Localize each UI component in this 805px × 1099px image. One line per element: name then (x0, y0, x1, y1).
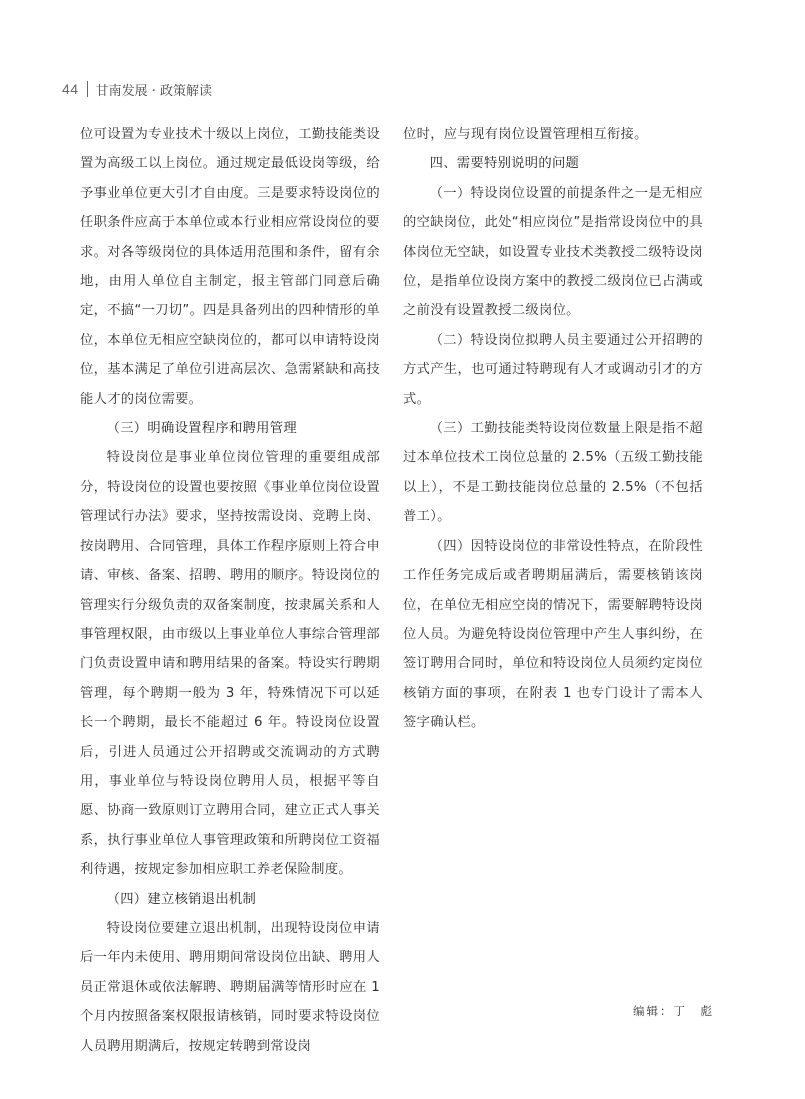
body-paragraph: 位可设置为专业技术十级以上岗位，工勤技能类设置为高级工以上岗位。通过规定最低设岗等级，给予事业单位更大引才自由度。三是要求特设岗位的任职条件应高于本单位或本行业相应常设岗位的要求。对各等级岗位的具体适用范围和条件，留有余地，由用人单位自主制定，报主管部门同意后确定，不搞“一刀切”。四是具备列出的四种情形的单位，本单位无相应空缺岗位的，都可以申请特设岗位，基本满足了单位引进高层次、急需紧缺和高技能人才的岗位需要。 (80, 127, 380, 407)
section-heading: 四、需要特别说明的问题 (429, 156, 580, 172)
body-paragraph: （二）特设岗位拟聘人员主要通过公开招聘的方式产生，也可通过特聘现有人才或调动引才的方式。 (403, 332, 703, 407)
section-heading: （三）明确设置程序和聘用管理 (106, 421, 297, 437)
body-paragraph: 特设岗位是事业单位岗位管理的重要组成部分，特设岗位的设置也要按照《事业单位岗位设置管理试行办法》要求，坚持按需设岗、竞聘上岗、按岗聘用、合同管理，具体工作程序原则上符合申请、审核、备案、招聘、聘用的顺序。特设岗位的管理实行分级负责的双备案制度，按隶属关系和人事管理权限，由市级以上事业单位人事综合管理部门负责设置申请和聘用结果的备案。特设实行聘期管理，每个聘期一般为 3 年，特殊情况下可以延长一个聘期，最长不能超过 6 年。特设岗位设置后，引进人员通过公开招聘或交流调动的方式聘用，事业单位与特设岗位聘用人员，根据平等自愿、协商一致原则订立聘用合同，建立正式人事关系，执行事业单位人事管理政策和所聘岗位工资福利待遇，按规定参加相应职工养老保险制度。 (80, 450, 380, 878)
body-paragraph: （四）因特设岗位的非常设性特点，在阶段性工作任务完成后或者聘期届满后，需要核销该岗位，在单位无相应空岗的情况下，需要解聘特设岗位人员。为避免特设岗位管理中产生人事纠纷，在签订聘用合同时，单位和特设岗位人员须约定岗位核销方面的事项，在附表 1 也专门设计了需本人签字确认栏。 (403, 538, 703, 731)
page-number: 44 (62, 81, 79, 97)
left-column (80, 120, 380, 1061)
body-paragraph: 位时，应与现有岗位设置管理相互衔接。 (403, 127, 648, 142)
header-divider (87, 81, 88, 97)
body-paragraph: （三）工勤技能类特设岗位数量上限是指不超过本单位技术工岗位总量的 2.5%（五级工勤技能以上），不是工勤技能岗位总量的 2.5%（不包括普工）。 (403, 421, 703, 525)
section-title: 甘南发展 · 政策解读 (95, 83, 212, 99)
right-column (403, 120, 703, 738)
section-heading: （四）建立核销退出机制 (106, 891, 257, 907)
body-paragraph: （一）特设岗位设置的前提条件之一是无相应的空缺岗位，此处“相应岗位”是指常设岗位中的具体岗位无空缺，如设置专业技术类教授二级特设岗位，是指单位设岗方案中的教授二级岗位已占满或之前没有设置教授二级岗位。 (403, 185, 703, 319)
editor-credit: 编辑：丁 彪 (633, 1004, 714, 1018)
page-header (62, 78, 212, 100)
body-paragraph: 特设岗位要建立退出机制，出现特设岗位申请后一年内未使用、聘用期间常设岗位出缺、聘用人员正常退休或依法解聘、聘期届满等情形时应在 1 个月内按照备案权限报请核销，同时要求特设岗位人员聘用期满后，按规定转聘到常设岗 (80, 920, 380, 1054)
